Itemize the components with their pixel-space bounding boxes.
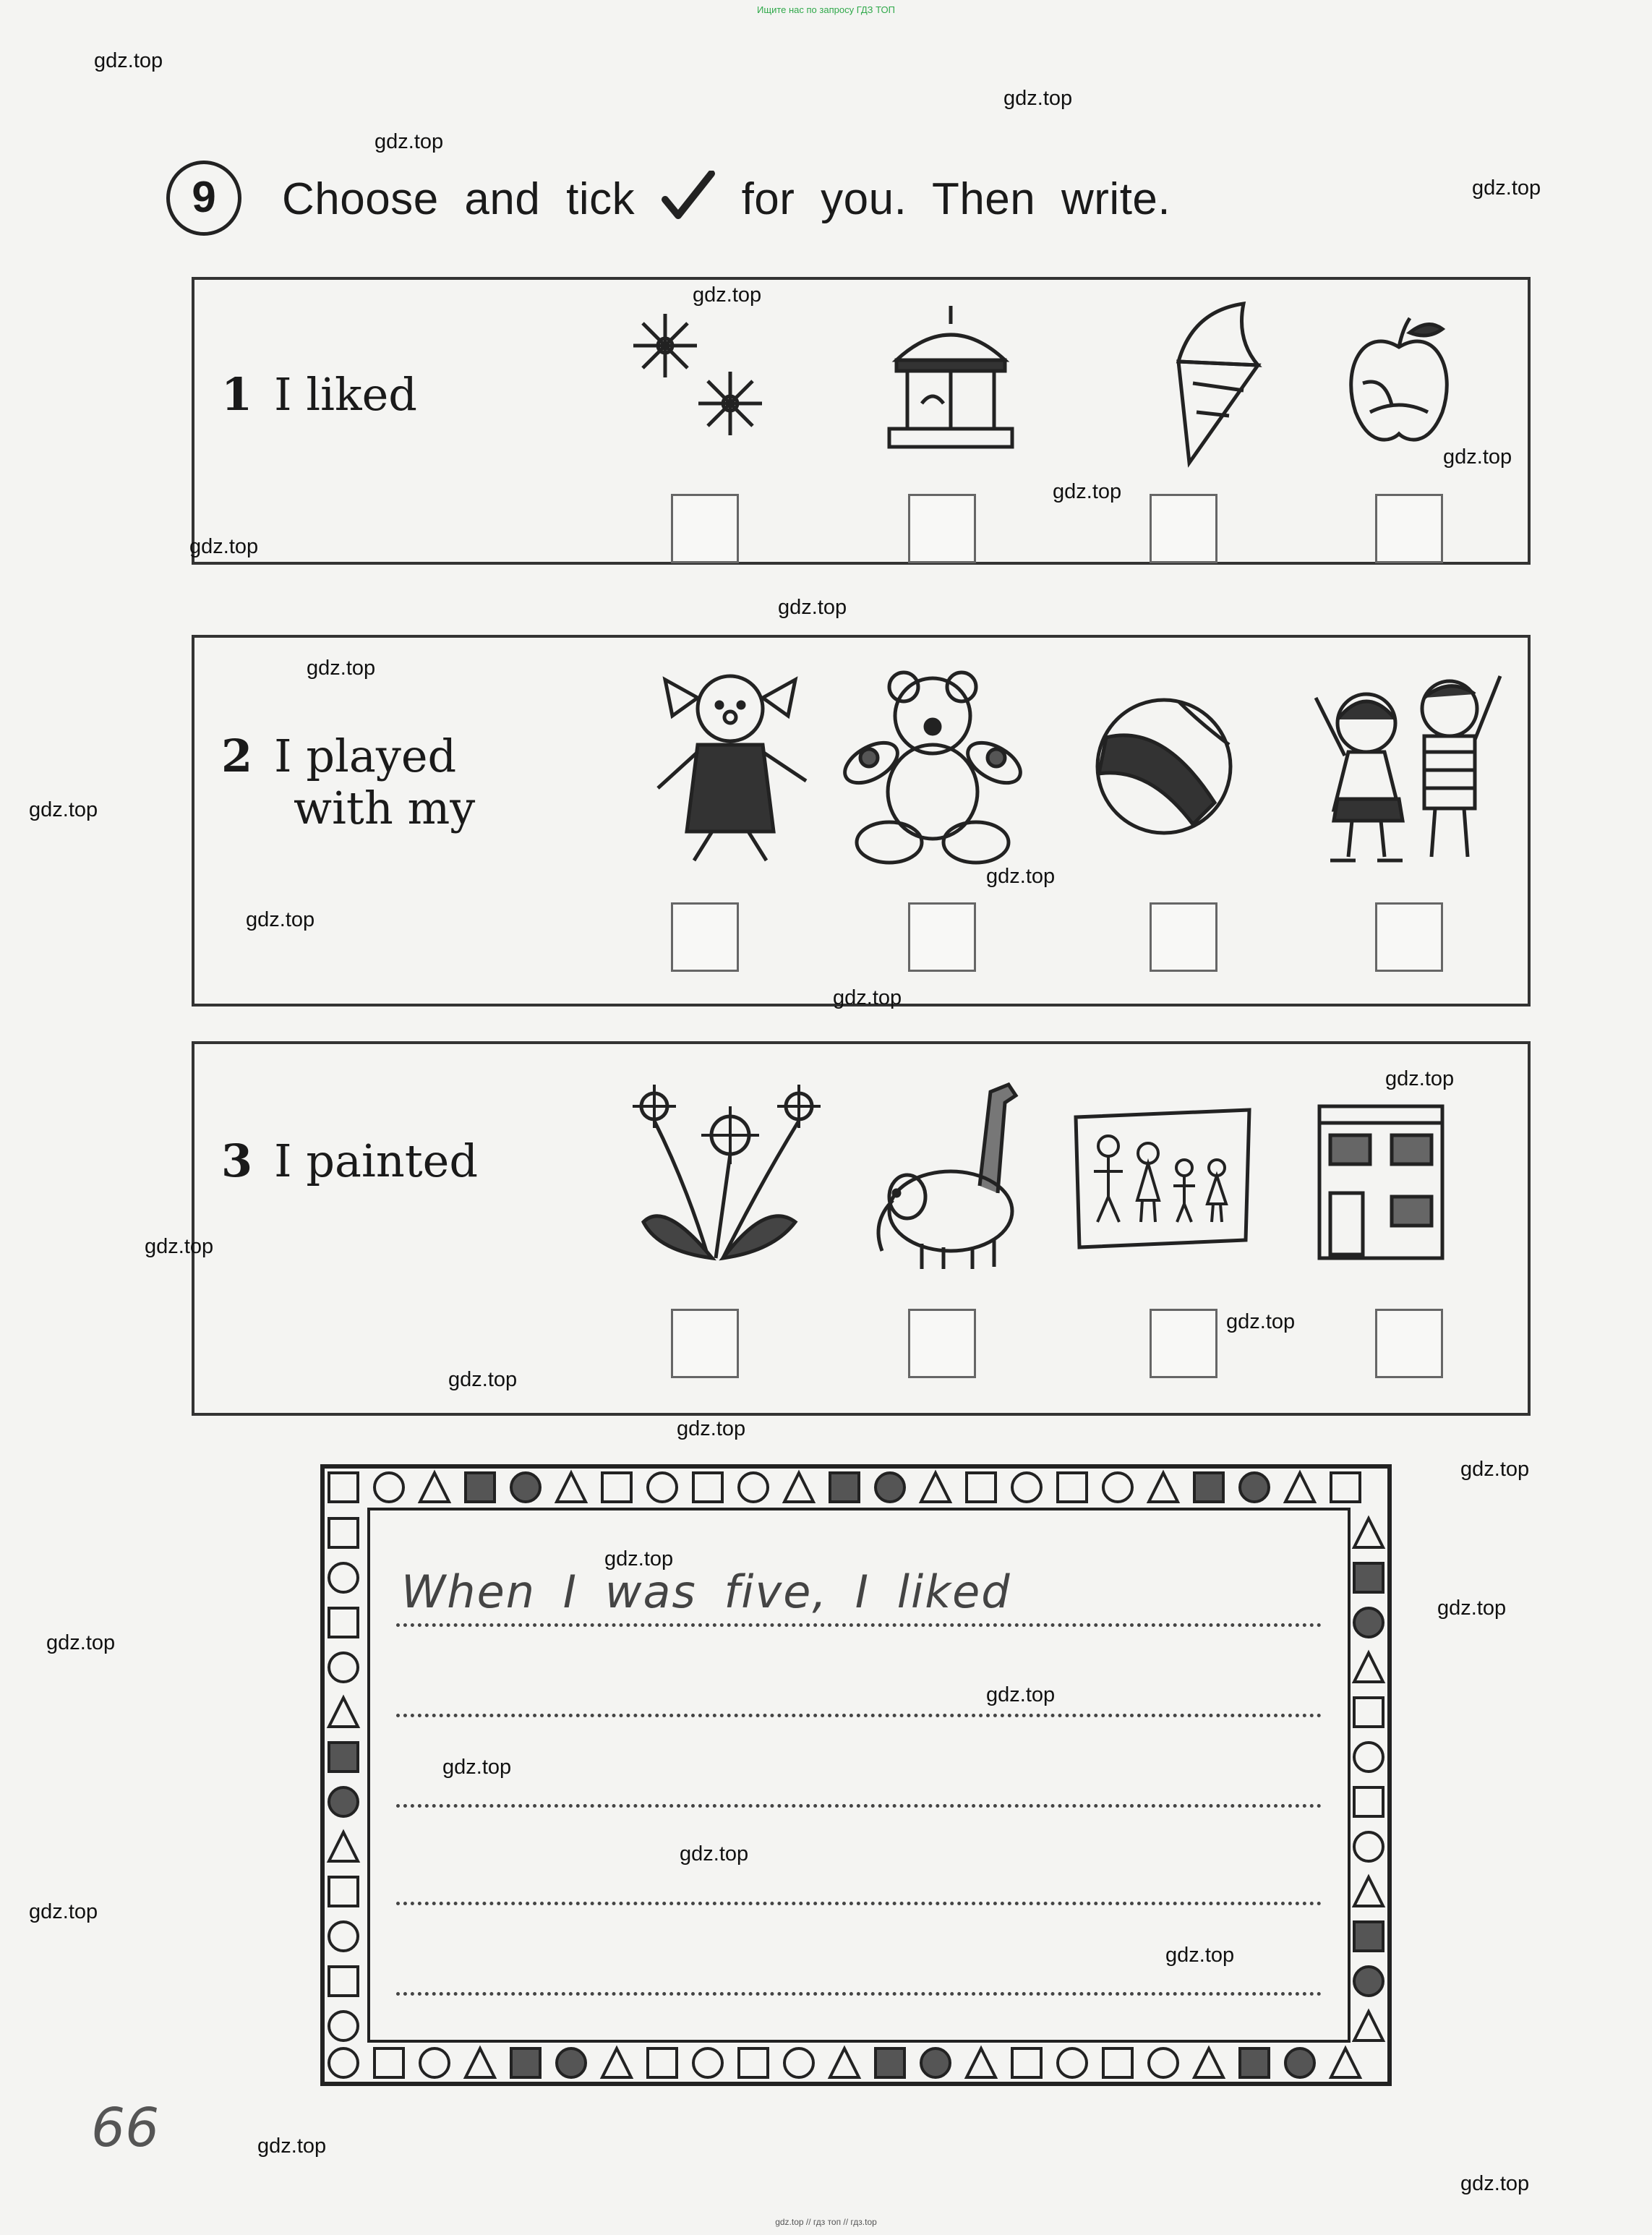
border-hatched-square-icon xyxy=(1354,1563,1383,1592)
watermark: gdz.top xyxy=(145,1235,214,1258)
border-triangle-icon xyxy=(557,1473,586,1502)
tick-box[interactable] xyxy=(908,494,976,563)
writing-line[interactable] xyxy=(396,1902,1322,1905)
watermark: gdz.top xyxy=(46,1631,116,1654)
border-square-icon xyxy=(329,1473,358,1502)
border-square-icon xyxy=(329,1518,358,1547)
tick-box[interactable] xyxy=(908,1309,976,1378)
ice-cream-icon xyxy=(1150,296,1338,470)
watermark: gdz.top xyxy=(448,1368,518,1391)
watermark: gdz.top xyxy=(1385,1067,1455,1090)
house-icon xyxy=(1316,1103,1504,1262)
watermark: gdz.top xyxy=(29,1900,98,1923)
checkmark-icon xyxy=(661,171,716,221)
border-hatched-circle-icon xyxy=(1285,2048,1314,2077)
border-circle-icon xyxy=(329,1653,358,1682)
tick-box[interactable] xyxy=(1375,902,1443,972)
watermark: gdz.top xyxy=(29,798,98,821)
writing-line[interactable] xyxy=(396,1623,1322,1627)
border-hatched-circle-icon xyxy=(921,2048,950,2077)
border-square-icon xyxy=(1058,1473,1087,1502)
watermark: gdz.top xyxy=(257,2134,327,2158)
row-text: I painted xyxy=(274,1134,479,1187)
border-circle-icon xyxy=(1149,2048,1178,2077)
elephant-giraffe-icon xyxy=(864,1077,1052,1273)
border-triangle-icon xyxy=(1194,2048,1223,2077)
border-square-icon xyxy=(967,1473,996,1502)
tick-box[interactable] xyxy=(1375,1309,1443,1378)
tick-box[interactable] xyxy=(671,494,739,563)
watermark: gdz.top xyxy=(189,535,259,558)
watermark: gdz.top xyxy=(1443,445,1512,469)
border-circle-icon xyxy=(329,1563,358,1592)
watermark: gdz.top xyxy=(1165,1944,1235,1967)
border-circle-icon xyxy=(784,2048,813,2077)
ball-icon xyxy=(1092,694,1280,839)
row-1-label xyxy=(221,369,417,421)
border-square-icon xyxy=(602,1473,631,1502)
border-circle-icon xyxy=(329,2048,358,2077)
watermark: gdz.top xyxy=(94,49,163,72)
border-hatched-circle-icon xyxy=(511,1473,540,1502)
border-hatched-square-icon xyxy=(329,1743,358,1772)
watermark: gdz.top xyxy=(1003,87,1073,110)
row-number: 1 xyxy=(221,368,253,421)
border-square-icon xyxy=(693,1473,722,1502)
border-hatched-square-icon xyxy=(1354,1922,1383,1951)
exercise-number: 9 xyxy=(166,161,241,236)
border-hatched-circle-icon xyxy=(876,1473,904,1502)
border-triangle-icon xyxy=(921,1473,950,1502)
border-circle-icon xyxy=(693,2048,722,2077)
border-square-icon xyxy=(739,2048,768,2077)
doll-icon xyxy=(643,665,831,868)
watermark: gdz.top xyxy=(375,130,444,153)
exercise-instruction xyxy=(282,171,1170,225)
snowflakes-icon xyxy=(622,302,810,447)
border-hatched-circle-icon xyxy=(557,2048,586,2077)
sample-sentence: When I was five, I liked xyxy=(401,1565,1011,1618)
teddy-bear-icon xyxy=(839,665,1027,868)
border-square-icon xyxy=(329,1608,358,1637)
border-circle-icon xyxy=(648,1473,677,1502)
row-3-label xyxy=(221,1135,478,1187)
watermark: gdz.top xyxy=(1460,1458,1530,1481)
border-circle-icon xyxy=(1354,1743,1383,1772)
border-triangle-icon xyxy=(830,2048,859,2077)
border-square-icon xyxy=(375,2048,403,2077)
border-square-icon xyxy=(1331,1473,1360,1502)
border-hatched-square-icon xyxy=(876,2048,904,2077)
watermark: gdz.top xyxy=(246,908,315,931)
instruction-text-before: Choose and tick xyxy=(282,174,635,224)
tick-box[interactable] xyxy=(671,902,739,972)
border-circle-icon xyxy=(1058,2048,1087,2077)
instruction-text-after: for you. Then write. xyxy=(741,174,1171,224)
border-square-icon xyxy=(648,2048,677,2077)
border-hatched-square-icon xyxy=(1194,1473,1223,1502)
watermark: gdz.top xyxy=(604,1547,674,1571)
tick-box[interactable] xyxy=(1375,494,1443,563)
writing-line[interactable] xyxy=(396,1992,1322,1996)
family-picture-icon xyxy=(1069,1103,1257,1255)
watermark: gdz.top xyxy=(986,1683,1056,1706)
watermark: gdz.top xyxy=(1460,2172,1530,2195)
border-circle-icon xyxy=(1103,1473,1132,1502)
border-triangle-icon xyxy=(1149,1473,1178,1502)
row-number: 2 xyxy=(221,730,253,782)
border-square-icon xyxy=(1012,2048,1041,2077)
page-number: 66 xyxy=(91,2097,160,2159)
carousel-icon xyxy=(878,302,1066,454)
friends-icon xyxy=(1301,654,1489,871)
apple-icon xyxy=(1341,311,1529,456)
border-square-icon xyxy=(1354,1698,1383,1727)
watermark: gdz.top xyxy=(1472,176,1541,200)
border-triangle-icon xyxy=(420,1473,449,1502)
border-triangle-icon xyxy=(784,1473,813,1502)
border-circle-icon xyxy=(375,1473,403,1502)
watermark: gdz.top xyxy=(778,596,847,619)
watermark: gdz.top xyxy=(1437,1597,1507,1620)
border-circle-icon xyxy=(329,1922,358,1951)
border-hatched-square-icon xyxy=(830,1473,859,1502)
border-triangle-icon xyxy=(466,2048,495,2077)
border-triangle-icon xyxy=(329,1698,358,1727)
watermark: gdz.top xyxy=(442,1756,512,1779)
border-hatched-circle-icon xyxy=(1240,1473,1269,1502)
tick-box[interactable] xyxy=(671,1309,739,1378)
watermark: gdz.top xyxy=(833,986,902,1009)
row-text: I played xyxy=(274,730,457,782)
border-triangle-icon xyxy=(967,2048,996,2077)
border-circle-icon xyxy=(739,1473,768,1502)
border-hatched-square-icon xyxy=(1240,2048,1269,2077)
border-square-icon xyxy=(329,1967,358,1996)
border-circle-icon xyxy=(329,2012,358,2040)
border-hatched-circle-icon xyxy=(1354,1967,1383,1996)
border-square-icon xyxy=(329,1877,358,1906)
border-triangle-icon xyxy=(1354,1653,1383,1682)
border-hatched-square-icon xyxy=(466,1473,495,1502)
row-number: 3 xyxy=(221,1134,253,1187)
flowers-icon xyxy=(622,1077,810,1273)
border-square-icon xyxy=(1103,2048,1132,2077)
watermark: gdz.top xyxy=(986,865,1056,888)
tick-box[interactable] xyxy=(908,902,976,972)
border-hatched-circle-icon xyxy=(329,1787,358,1816)
watermark: gdz.top xyxy=(693,283,762,307)
border-circle-icon xyxy=(1012,1473,1041,1502)
watermark: gdz.top xyxy=(680,1842,749,1866)
border-triangle-icon xyxy=(1285,1473,1314,1502)
writing-line[interactable] xyxy=(396,1714,1322,1717)
border-triangle-icon xyxy=(1354,1518,1383,1547)
row-text: I liked xyxy=(274,368,417,421)
tick-box[interactable] xyxy=(1150,1309,1217,1378)
writing-line[interactable] xyxy=(396,1804,1322,1808)
watermark: gdz.top xyxy=(307,657,376,680)
tick-box[interactable] xyxy=(1150,902,1217,972)
border-square-icon xyxy=(1354,1787,1383,1816)
tick-box[interactable] xyxy=(1150,494,1217,563)
watermark: gdz.top xyxy=(1053,480,1122,503)
watermark: gdz.top xyxy=(1226,1310,1296,1333)
border-triangle-icon xyxy=(1354,2012,1383,2040)
border-triangle-icon xyxy=(602,2048,631,2077)
row-2-label xyxy=(221,730,475,834)
border-triangle-icon xyxy=(329,1832,358,1861)
border-circle-icon xyxy=(420,2048,449,2077)
border-triangle-icon xyxy=(1331,2048,1360,2077)
border-hatched-square-icon xyxy=(511,2048,540,2077)
border-hatched-circle-icon xyxy=(1354,1608,1383,1637)
border-triangle-icon xyxy=(1354,1877,1383,1906)
row-text: with my xyxy=(294,782,476,834)
top-banner[interactable]: Ищите нас по запросу ГДЗ ТОП xyxy=(757,4,895,15)
bottom-banner[interactable]: gdz.top // гдз топ // гдз.top xyxy=(775,2217,877,2227)
border-circle-icon xyxy=(1354,1832,1383,1861)
watermark: gdz.top xyxy=(677,1417,746,1440)
